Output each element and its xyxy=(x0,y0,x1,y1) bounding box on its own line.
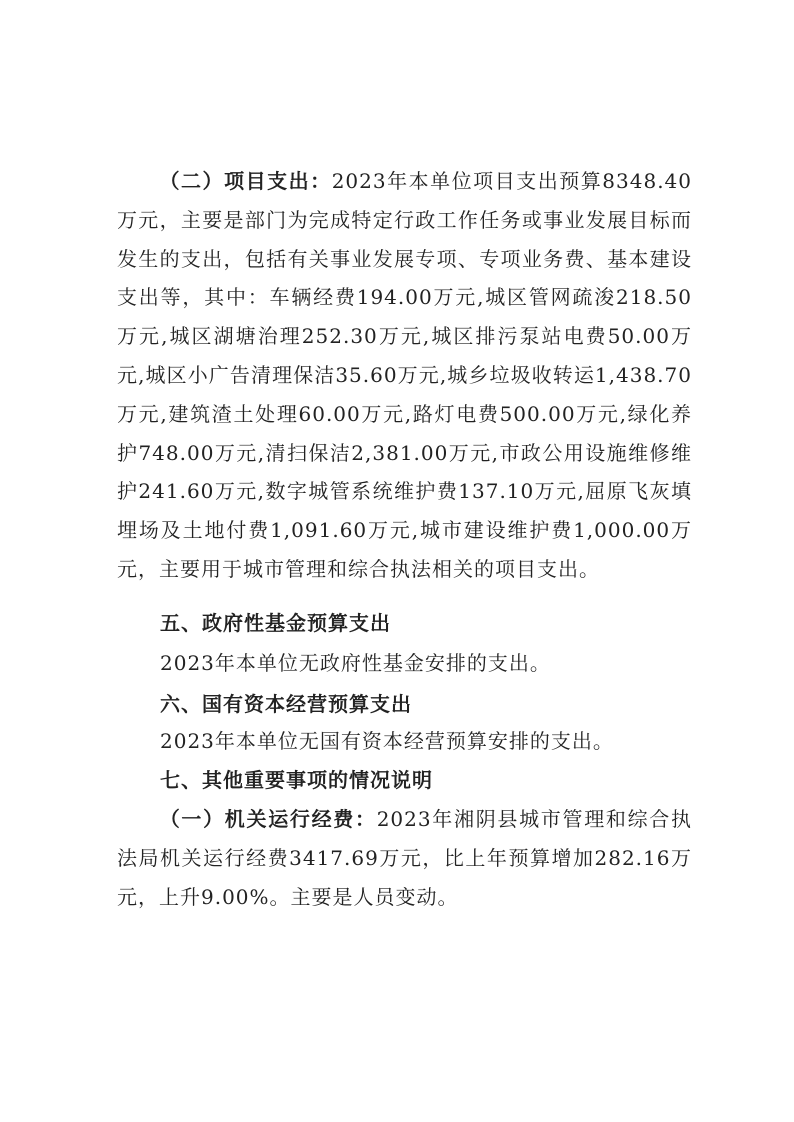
project-expenditure-text: 2023年本单位项目支出预算8348.40万元，主要是部门为完成特定行政工作任务或事业发展目标而发生的支出，包括有关事业发展专项、专项业务费、基本建设支出等，其中：车辆经费194.00万元,城区管网疏浚218.50万元,城区湖塘治理252.30万元,城区排污泵站电费50.00万元,城区小广告清理保洁35.60万元,城乡垃圾收转运1,438.70万元,建筑渣土处理60.00万元,路灯电费500.00万元,绿化养护748.00万元,清扫保洁2,381.00万元,市政公用设施维修维护241.60万元,数字城管系统维护费137.10万元,屈原飞灰填埋场及土地付费1,091.60万元,城市建设维护费1,000.00万元，主要用于城市管理和综合执法相关的项目支出。 xyxy=(117,169,693,581)
operating-expense-text: 2023年湘阴县城市管理和综合执法局机关运行经费3417.69万元，比上年预算增加282.16万元，上升9.00%。主要是人员变动。 xyxy=(117,807,692,909)
project-expenditure-lead: （二）项目支出： xyxy=(159,169,332,193)
operating-expense-lead: （一）机关运行经费： xyxy=(159,807,377,831)
section-5-text: 2023年本单位无政府性基金安排的支出。 xyxy=(160,651,551,675)
section-7-heading: 七、其他重要事项的情况说明 xyxy=(160,768,433,792)
operating-expense-paragraph xyxy=(117,800,692,916)
project-expenditure-paragraph xyxy=(117,162,692,589)
section-5-heading: 五、政府性基金预算支出 xyxy=(160,611,391,635)
section-6-heading: 六、国有资本经营预算支出 xyxy=(160,692,412,716)
section-6-text: 2023年本单位无国有资本经营预算安排的支出。 xyxy=(160,729,614,753)
